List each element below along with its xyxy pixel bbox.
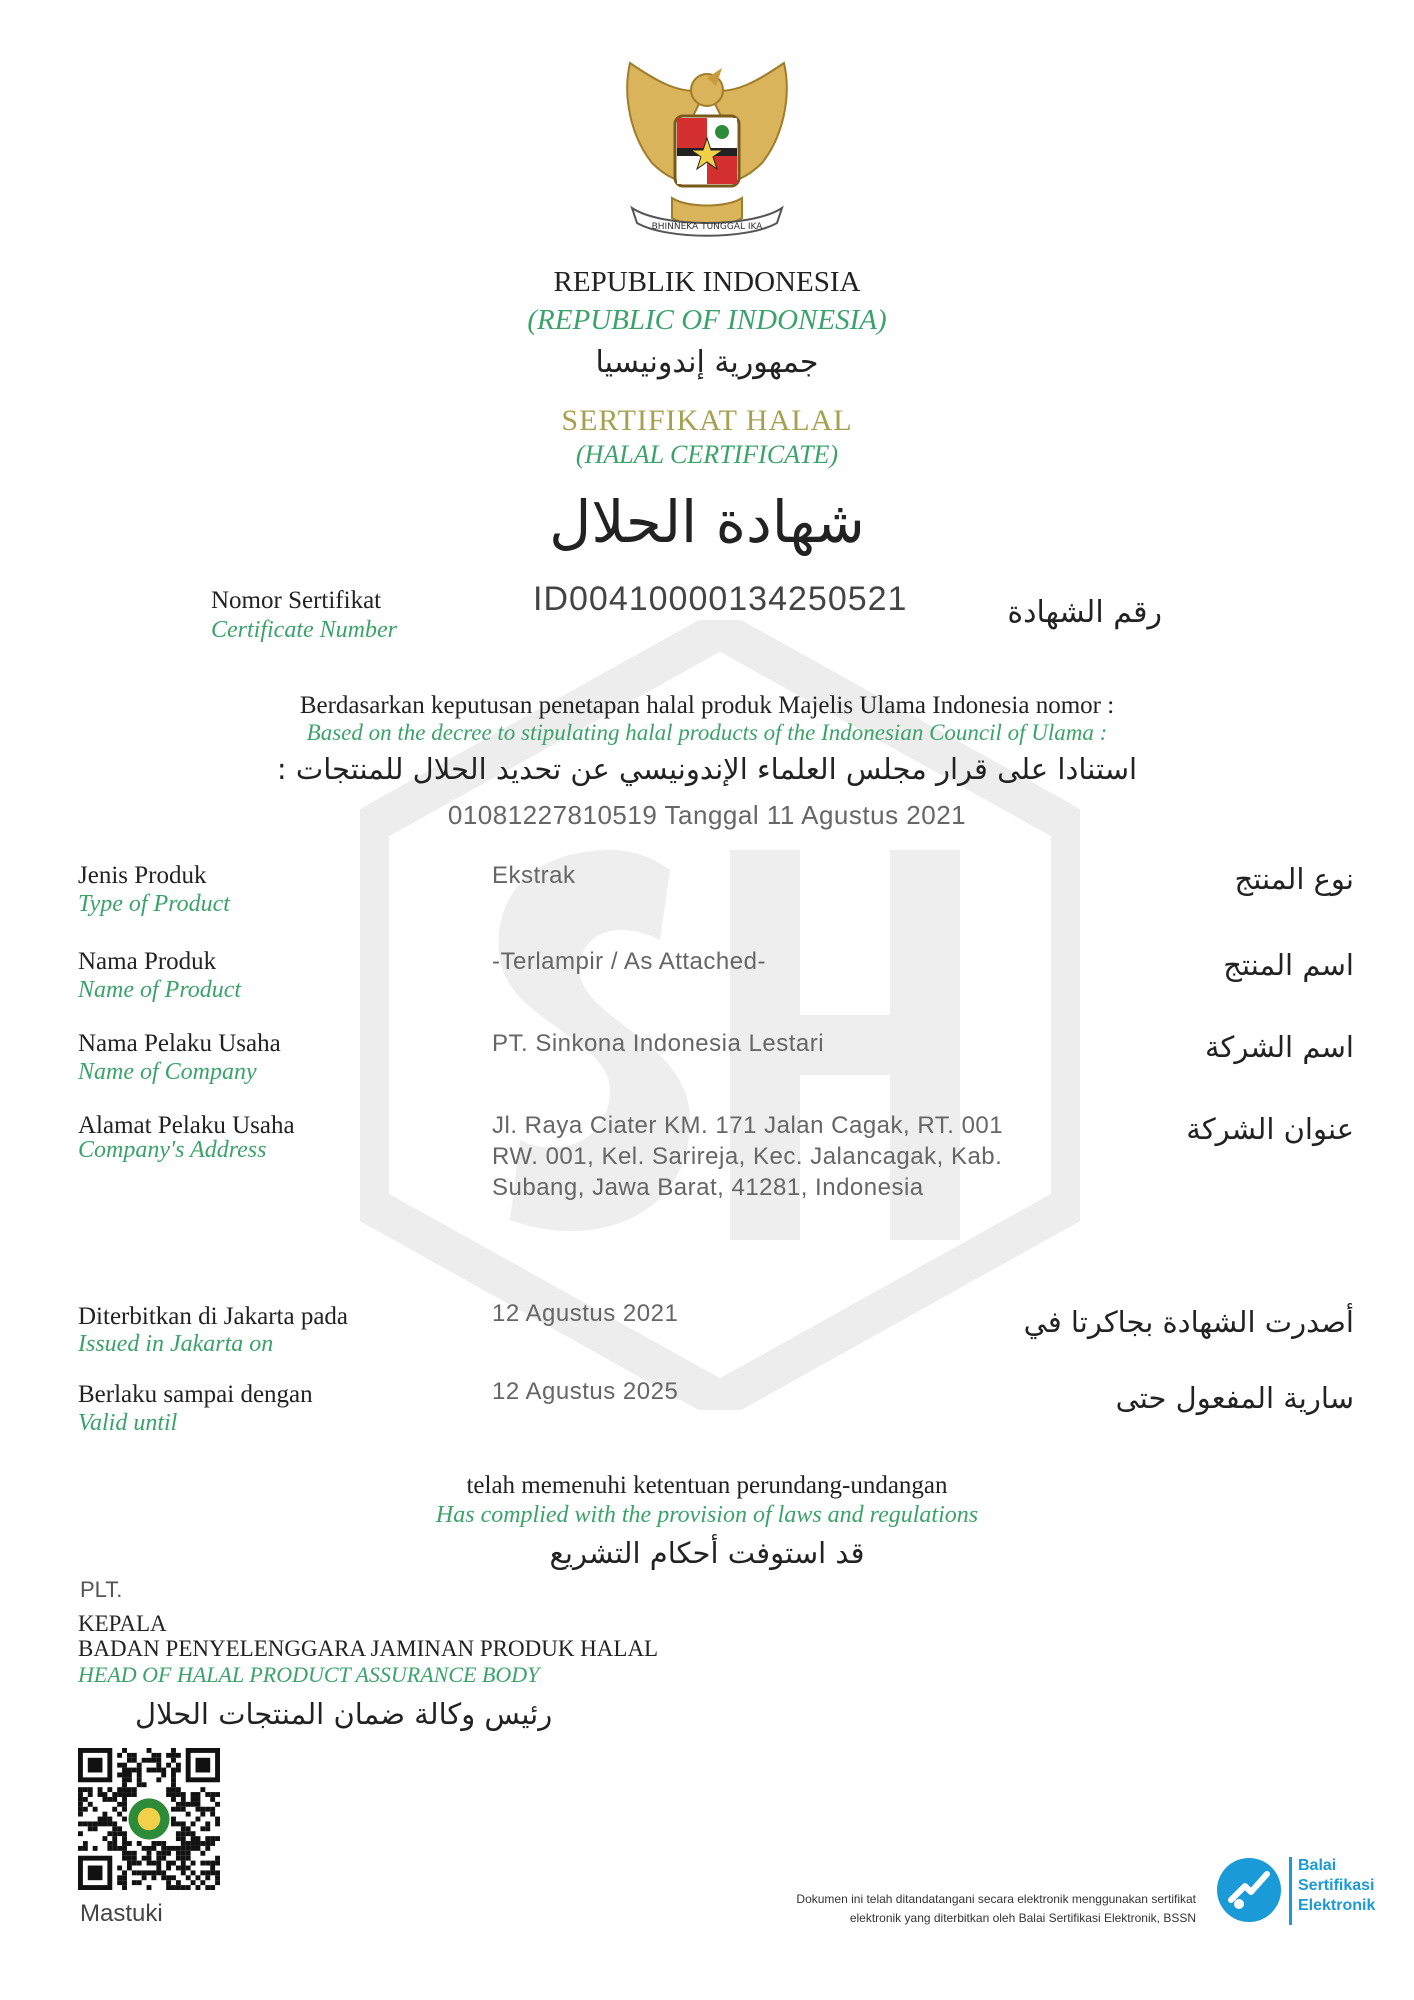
country-title: REPUBLIK INDONESIA bbox=[553, 266, 861, 298]
compliance-text: telah memenuhi ketentuan perundang-undangan bbox=[466, 1472, 948, 1499]
address-line: Subang, Jawa Barat, 41281, Indonesia bbox=[492, 1174, 924, 1201]
signatory-name: Mastuki bbox=[80, 1900, 163, 1927]
emblem-motto: BHINNEKA TUNGGAL IKA bbox=[651, 222, 763, 232]
decree-text: Berdasarkan keputusan penetapan halal produk Majelis Ulama Indonesia nomor : bbox=[299, 692, 1115, 719]
cert-number-label: Nomor Sertifikat bbox=[211, 587, 382, 614]
address-line: Jl. Raya Ciater KM. 171 Jalan Cagak, RT. 001 bbox=[492, 1112, 1004, 1139]
signatory-title-ar: رئيس وكالة ضمان المنتجات الحلال bbox=[135, 1697, 553, 1731]
field-label-company-name-ar: اسم الشركة bbox=[1205, 1030, 1354, 1064]
valid-label-en: Valid until bbox=[78, 1410, 178, 1436]
issued-label-ar: أصدرت الشهادة بجاكرتا في bbox=[1023, 1305, 1354, 1339]
decree-text-en: Based on the decree to stipulating halal products of the Indonesian Council of Ulama : bbox=[306, 720, 1108, 745]
signatory-title-en: HEAD OF HALAL PRODUCT ASSURANCE BODY bbox=[78, 1662, 540, 1687]
valid-label-ar: سارية المفعول حتى bbox=[1115, 1381, 1354, 1415]
cert-number-label-en: Certificate Number bbox=[211, 617, 397, 643]
garuda-emblem-icon bbox=[612, 58, 802, 248]
issued-date: 12 Agustus 2021 bbox=[492, 1300, 679, 1327]
field-value-company-address bbox=[492, 1110, 1003, 1203]
certificate-title: SERTIFIKAT HALAL bbox=[561, 404, 853, 437]
bse-logo-icon bbox=[1215, 1856, 1283, 1924]
signatory-title-2: BADAN PENYELENGGARA JAMINAN PRODUK HALAL bbox=[78, 1636, 659, 1661]
field-label-company-address-ar: عنوان الشركة bbox=[1186, 1112, 1354, 1146]
bse-wordmark bbox=[1298, 1856, 1375, 1916]
compliance-text-en: Has complied with the provision of laws and regulations bbox=[435, 1502, 979, 1528]
field-label-product-name: Nama Produk bbox=[78, 948, 217, 975]
cert-number-value: ID00410000134250521 bbox=[533, 580, 908, 618]
compliance-text-ar: قد استوفت أحكام التشريع bbox=[549, 1536, 865, 1570]
decree-text-ar: استنادا على قرار مجلس العلماء الإندونيسي عن تحديد الحلال للمنتجات : bbox=[276, 752, 1138, 786]
qr-code-icon bbox=[78, 1748, 220, 1890]
certificate-title-en: (HALAL CERTIFICATE) bbox=[575, 440, 839, 469]
bse-word: Balai bbox=[1298, 1857, 1337, 1874]
field-label-company-name: Nama Pelaku Usaha bbox=[78, 1030, 281, 1057]
valid-label: Berlaku sampai dengan bbox=[78, 1381, 313, 1408]
e-signature-note bbox=[796, 1890, 1196, 1928]
bse-word: Sertifikasi bbox=[1298, 1877, 1375, 1894]
field-label-product-type: Jenis Produk bbox=[78, 862, 207, 889]
valid-until-date: 12 Agustus 2025 bbox=[492, 1378, 679, 1405]
cert-number-label-ar: رقم الشهادة bbox=[1007, 595, 1162, 630]
bse-divider bbox=[1289, 1857, 1292, 1925]
e-signature-note-line: elektronik yang diterbitkan oleh Balai Sertifikasi Elektronik, BSSN bbox=[849, 1911, 1196, 1925]
country-title-en: (REPUBLIC OF INDONESIA) bbox=[527, 304, 887, 336]
country-title-ar: جمهورية إندونيسيا bbox=[595, 345, 819, 380]
field-label-product-name-ar: اسم المنتج bbox=[1223, 948, 1354, 982]
field-value-product-name: -Terlampir / As Attached- bbox=[492, 948, 766, 975]
issued-label-en: Issued in Jakarta on bbox=[78, 1331, 274, 1357]
field-label-product-type-en: Type of Product bbox=[78, 891, 230, 917]
field-value-company-name: PT. Sinkona Indonesia Lestari bbox=[492, 1030, 825, 1057]
field-label-company-address-en: Company's Address bbox=[78, 1137, 267, 1163]
field-label-company-name-en: Name of Company bbox=[78, 1059, 257, 1085]
field-value-product-type: Ekstrak bbox=[492, 862, 576, 889]
field-label-product-name-en: Name of Product bbox=[78, 977, 242, 1003]
e-signature-note-line: Dokumen ini telah ditandatangani secara elektronik menggunakan sertifikat bbox=[796, 1892, 1196, 1906]
signatory-plt: PLT. bbox=[80, 1577, 123, 1602]
bse-word: Elektronik bbox=[1298, 1897, 1376, 1914]
address-line: RW. 001, Kel. Sarireja, Kec. Jalancagak, Kab. bbox=[492, 1143, 1003, 1170]
field-label-company-address: Alamat Pelaku Usaha bbox=[78, 1112, 295, 1139]
issued-label: Diterbitkan di Jakarta pada bbox=[78, 1303, 349, 1330]
field-label-product-type-ar: نوع المنتج bbox=[1234, 862, 1354, 896]
certificate-title-ar: شهادة الحلال bbox=[549, 488, 865, 556]
decree-number-date: 01081227810519 Tanggal 11 Agustus 2021 bbox=[447, 800, 967, 830]
signatory-title-1: KEPALA bbox=[78, 1611, 167, 1636]
